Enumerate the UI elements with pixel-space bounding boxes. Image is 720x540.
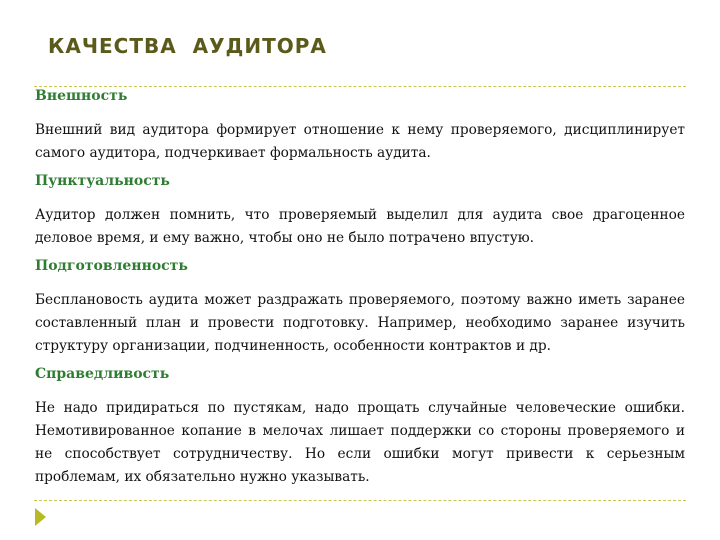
section-text: Внешний вид аудитора формирует отношение к нему проверяемого, дисциплинирует самого аудитора, подчеркивает формальность аудита.	[35, 122, 685, 161]
section-heading: Справедливость	[35, 366, 170, 382]
section-preparedness	[35, 256, 685, 358]
section-heading: Пунктуальность	[35, 173, 170, 189]
section-text: Бесплановость аудита может раздражать проверяемого, поэтому важно иметь заранее составленный план и провести подготовку. Например, необходимо заранее изучить структуру организации, подчиненность, особенности контрактов и др.	[35, 292, 685, 354]
slide-content	[35, 86, 685, 495]
slide-title: КАЧЕСТВА АУДИТОРА	[48, 34, 327, 58]
section-heading: Внешность	[35, 88, 128, 104]
section-heading: Подготовленность	[35, 258, 188, 274]
section-appearance	[35, 86, 685, 165]
section-fairness	[35, 364, 685, 489]
section-punctuality	[35, 171, 685, 250]
bottom-divider	[34, 500, 686, 501]
triangle-bullet-icon	[35, 508, 46, 526]
section-text: Не надо придираться по пустякам, надо прощать случайные человеческие ошибки. Немотивированное копание в мелочах лишает поддержки со стороны проверяемого и не способствует сотрудничеству. Но если ошибки могут привести к серьезным проблемам, их обязательно нужно указывать.	[35, 400, 685, 485]
section-text: Аудитор должен помнить, что проверяемый выделил для аудита свое драгоценное деловое время, и ему важно, чтобы оно не было потрачено впустую.	[35, 207, 685, 246]
